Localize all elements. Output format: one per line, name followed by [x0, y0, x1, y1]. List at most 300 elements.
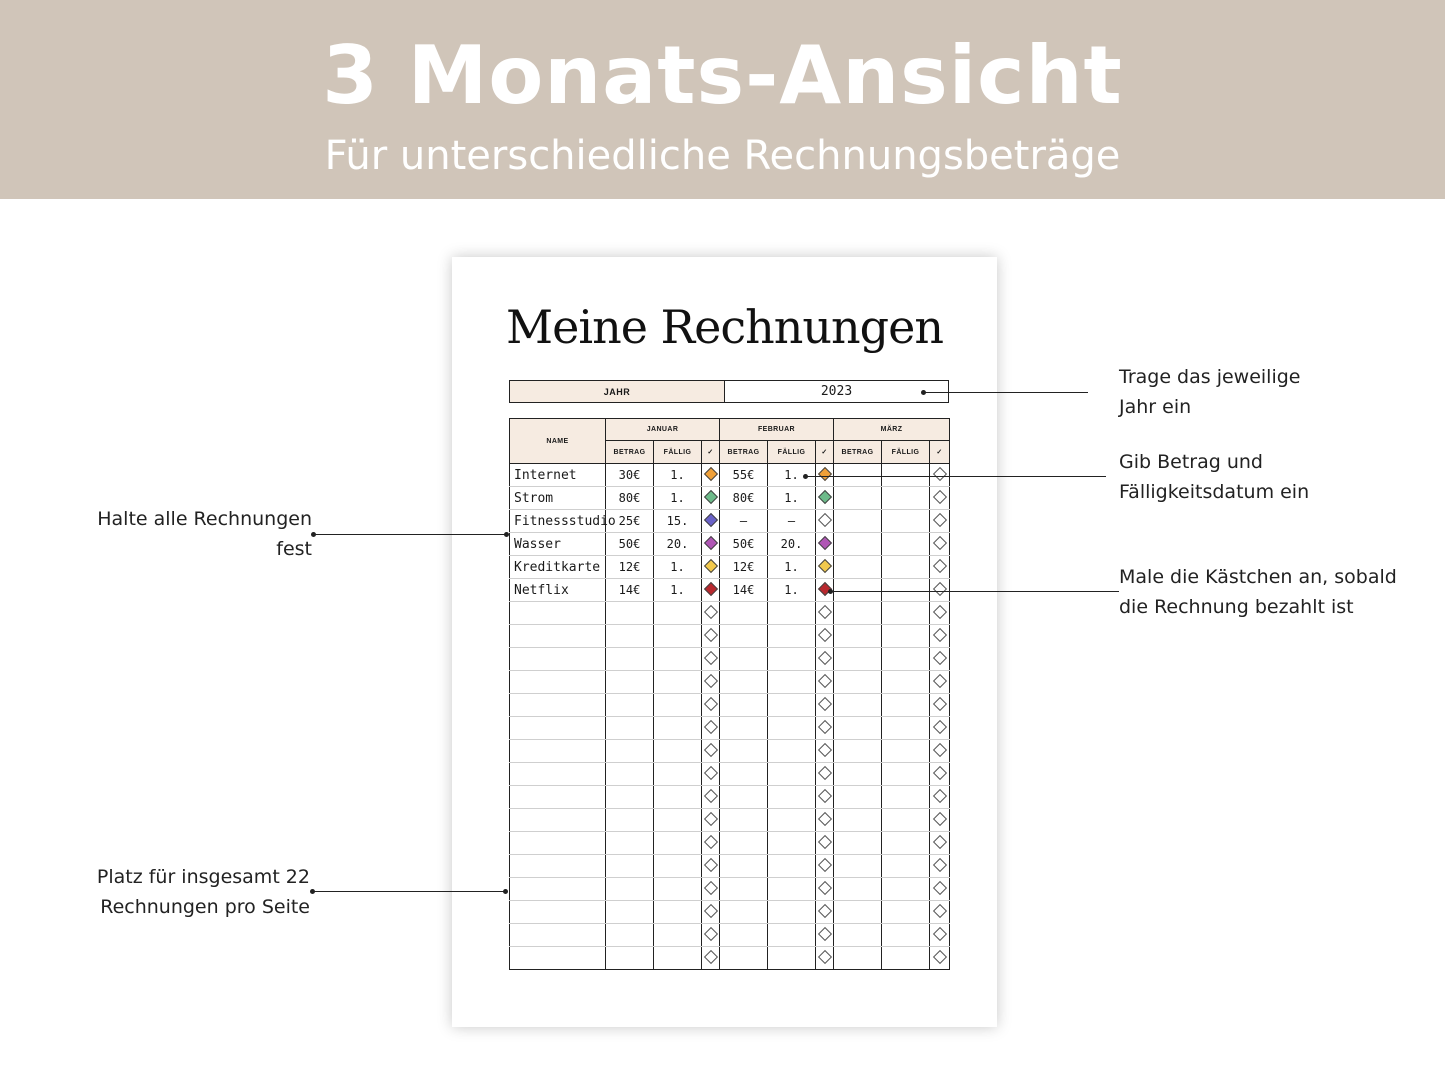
- due-date-cell[interactable]: [882, 855, 930, 878]
- amount-cell[interactable]: [606, 855, 654, 878]
- bill-name-cell[interactable]: Fitnessstudio: [510, 510, 606, 533]
- diamond-checkbox-icon[interactable]: [932, 858, 946, 872]
- diamond-checkbox-icon[interactable]: [817, 490, 831, 504]
- due-date-cell[interactable]: [654, 924, 702, 947]
- due-date-cell[interactable]: [654, 878, 702, 901]
- due-date-cell[interactable]: [882, 809, 930, 832]
- due-date-cell[interactable]: [654, 832, 702, 855]
- table-row: [510, 648, 950, 671]
- diamond-checkbox-icon[interactable]: [932, 697, 946, 711]
- bill-name-cell[interactable]: Kreditkarte: [510, 556, 606, 579]
- due-date-cell[interactable]: [882, 487, 930, 510]
- diamond-checkbox-icon[interactable]: [932, 789, 946, 803]
- diamond-checkbox-icon[interactable]: [703, 651, 717, 665]
- diamond-checkbox-icon[interactable]: [932, 628, 946, 642]
- paid-checkbox-cell[interactable]: [816, 717, 834, 740]
- amount-cell[interactable]: 30€: [606, 464, 654, 487]
- paid-checkbox-cell[interactable]: [816, 694, 834, 717]
- diamond-checkbox-icon[interactable]: [703, 766, 717, 780]
- amount-cell[interactable]: [834, 533, 882, 556]
- diamond-checkbox-icon[interactable]: [932, 720, 946, 734]
- amount-cell[interactable]: [606, 763, 654, 786]
- due-date-cell[interactable]: [768, 625, 816, 648]
- diamond-checkbox-icon[interactable]: [817, 881, 831, 895]
- paid-checkbox-cell[interactable]: [816, 533, 834, 556]
- diamond-checkbox-icon[interactable]: [817, 651, 831, 665]
- paid-checkbox-cell[interactable]: [930, 464, 950, 487]
- paid-checkbox-cell[interactable]: [816, 648, 834, 671]
- due-date-cell[interactable]: [768, 901, 816, 924]
- amount-cell[interactable]: [834, 901, 882, 924]
- amount-cell[interactable]: [834, 487, 882, 510]
- diamond-checkbox-icon[interactable]: [703, 513, 717, 527]
- table-row: [510, 464, 950, 487]
- due-date-cell[interactable]: [768, 763, 816, 786]
- due-date-cell[interactable]: –: [768, 510, 816, 533]
- paid-checkbox-cell[interactable]: [930, 556, 950, 579]
- paid-checkbox-cell[interactable]: [702, 671, 720, 694]
- paid-checkbox-cell[interactable]: [930, 901, 950, 924]
- diamond-checkbox-icon[interactable]: [817, 467, 831, 481]
- paid-checkbox-cell[interactable]: [930, 947, 950, 970]
- paid-checkbox-cell[interactable]: [702, 786, 720, 809]
- diamond-checkbox-icon[interactable]: [932, 490, 946, 504]
- due-date-cell[interactable]: [882, 878, 930, 901]
- amount-cell[interactable]: [606, 901, 654, 924]
- amount-cell[interactable]: 12€: [720, 556, 768, 579]
- paid-checkbox-cell[interactable]: [816, 510, 834, 533]
- amount-cell[interactable]: [834, 878, 882, 901]
- paid-checkbox-cell[interactable]: [702, 625, 720, 648]
- paid-checkbox-cell[interactable]: [930, 487, 950, 510]
- paid-checkbox-cell[interactable]: [816, 901, 834, 924]
- paid-checkbox-cell[interactable]: [816, 763, 834, 786]
- amount-cell[interactable]: [606, 832, 654, 855]
- due-date-cell[interactable]: [882, 947, 930, 970]
- bill-name-cell[interactable]: [510, 855, 606, 878]
- due-date-cell[interactable]: [768, 924, 816, 947]
- bill-name-cell[interactable]: [510, 901, 606, 924]
- bill-name-cell[interactable]: Wasser: [510, 533, 606, 556]
- paid-checkbox-cell[interactable]: [702, 556, 720, 579]
- due-date-cell[interactable]: [882, 464, 930, 487]
- due-date-cell[interactable]: 1.: [654, 464, 702, 487]
- diamond-checkbox-icon[interactable]: [703, 881, 717, 895]
- paid-checkbox-cell[interactable]: [930, 625, 950, 648]
- due-date-cell[interactable]: [882, 786, 930, 809]
- amount-cell[interactable]: [606, 809, 654, 832]
- due-date-cell[interactable]: [882, 717, 930, 740]
- diamond-checkbox-icon[interactable]: [817, 927, 831, 941]
- bill-name-cell[interactable]: [510, 947, 606, 970]
- due-date-cell[interactable]: 1.: [654, 556, 702, 579]
- paid-checkbox-cell[interactable]: [930, 855, 950, 878]
- bill-name-cell[interactable]: [510, 625, 606, 648]
- diamond-checkbox-icon[interactable]: [703, 582, 717, 596]
- due-date-cell[interactable]: 1.: [768, 464, 816, 487]
- paid-checkbox-cell[interactable]: [702, 878, 720, 901]
- bill-name-cell[interactable]: [510, 694, 606, 717]
- diamond-checkbox-icon[interactable]: [703, 490, 717, 504]
- year-hint-line-1: Trage das jeweilige: [1119, 366, 1301, 388]
- amount-column-header: BETRAG: [720, 441, 768, 464]
- amount-cell[interactable]: [834, 924, 882, 947]
- paid-checkbox-cell[interactable]: [816, 947, 834, 970]
- amount-cell[interactable]: [834, 855, 882, 878]
- amount-cell[interactable]: 50€: [720, 533, 768, 556]
- due-date-cell[interactable]: [882, 602, 930, 625]
- diamond-checkbox-icon[interactable]: [703, 927, 717, 941]
- paid-checkbox-cell[interactable]: [816, 809, 834, 832]
- due-column-header: FÄLLIG: [654, 441, 702, 464]
- diamond-checkbox-icon[interactable]: [932, 950, 946, 964]
- diamond-checkbox-icon[interactable]: [932, 582, 946, 596]
- amount-cell[interactable]: [606, 924, 654, 947]
- due-date-cell[interactable]: [654, 901, 702, 924]
- diamond-checkbox-icon[interactable]: [817, 812, 831, 826]
- table-row: [510, 832, 950, 855]
- header-banner: [0, 0, 1445, 199]
- diamond-checkbox-icon[interactable]: [703, 835, 717, 849]
- bill-name-cell[interactable]: [510, 832, 606, 855]
- diamond-checkbox-icon[interactable]: [817, 858, 831, 872]
- amount-cell[interactable]: [606, 694, 654, 717]
- due-date-cell[interactable]: 20.: [654, 533, 702, 556]
- paid-checkbox-cell[interactable]: [930, 648, 950, 671]
- paid-checkbox-cell[interactable]: [702, 579, 720, 602]
- bill-name-cell[interactable]: Internet: [510, 464, 606, 487]
- amount-cell[interactable]: 25€: [606, 510, 654, 533]
- paid-checkbox-cell[interactable]: [816, 487, 834, 510]
- capacity-hint-line-2: Rechnungen pro Seite: [100, 896, 310, 918]
- diamond-checkbox-icon[interactable]: [703, 743, 717, 757]
- diamond-checkbox-icon[interactable]: [817, 950, 831, 964]
- due-date-cell[interactable]: [654, 809, 702, 832]
- paid-checkbox-cell[interactable]: [930, 671, 950, 694]
- paid-checkbox-cell[interactable]: [702, 740, 720, 763]
- diamond-checkbox-icon[interactable]: [703, 697, 717, 711]
- amount-cell[interactable]: [606, 740, 654, 763]
- diamond-checkbox-icon[interactable]: [703, 559, 717, 573]
- paid-checkbox-cell[interactable]: [702, 809, 720, 832]
- paid-checkbox-cell[interactable]: [816, 740, 834, 763]
- amount-cell[interactable]: 50€: [606, 533, 654, 556]
- paid-checkbox-cell[interactable]: [816, 464, 834, 487]
- due-date-cell[interactable]: [882, 510, 930, 533]
- diamond-checkbox-icon[interactable]: [703, 904, 717, 918]
- paid-checkbox-cell[interactable]: [930, 579, 950, 602]
- due-date-cell[interactable]: [768, 740, 816, 763]
- amount-cell[interactable]: [720, 947, 768, 970]
- diamond-checkbox-icon[interactable]: [703, 605, 717, 619]
- diamond-checkbox-icon[interactable]: [817, 789, 831, 803]
- due-date-cell[interactable]: [882, 533, 930, 556]
- paid-checkbox-cell[interactable]: [816, 786, 834, 809]
- diamond-checkbox-icon[interactable]: [817, 835, 831, 849]
- amount-cell[interactable]: [834, 648, 882, 671]
- amount-cell[interactable]: [606, 786, 654, 809]
- paid-checkbox-cell[interactable]: [816, 602, 834, 625]
- amount-cell[interactable]: [720, 717, 768, 740]
- due-date-cell[interactable]: [654, 625, 702, 648]
- due-date-cell[interactable]: [882, 694, 930, 717]
- amount-cell[interactable]: [720, 602, 768, 625]
- due-date-cell[interactable]: 15.: [654, 510, 702, 533]
- paid-checkbox-cell[interactable]: [930, 602, 950, 625]
- due-date-cell[interactable]: [882, 671, 930, 694]
- amount-cell[interactable]: [720, 671, 768, 694]
- due-date-cell[interactable]: [654, 648, 702, 671]
- bill-name-cell[interactable]: [510, 648, 606, 671]
- due-date-cell[interactable]: [768, 671, 816, 694]
- due-date-cell[interactable]: [768, 694, 816, 717]
- paid-checkbox-cell[interactable]: [930, 924, 950, 947]
- paid-checkbox-cell[interactable]: [702, 763, 720, 786]
- amount-cell[interactable]: [720, 694, 768, 717]
- paid-checkbox-cell[interactable]: [816, 625, 834, 648]
- amount-cell[interactable]: [720, 924, 768, 947]
- diamond-checkbox-icon[interactable]: [703, 628, 717, 642]
- diamond-checkbox-icon[interactable]: [703, 720, 717, 734]
- amount-cell[interactable]: [606, 947, 654, 970]
- amount-cell[interactable]: 14€: [720, 579, 768, 602]
- amount-cell[interactable]: [834, 602, 882, 625]
- amount-cell[interactable]: [720, 855, 768, 878]
- diamond-checkbox-icon[interactable]: [932, 743, 946, 757]
- year-field[interactable]: 2023: [820, 384, 853, 399]
- diamond-checkbox-icon[interactable]: [817, 743, 831, 757]
- amount-cell[interactable]: [834, 786, 882, 809]
- paid-checkbox-cell[interactable]: [702, 487, 720, 510]
- due-date-cell[interactable]: [654, 786, 702, 809]
- amount-cell[interactable]: [834, 556, 882, 579]
- amount-cell[interactable]: [834, 510, 882, 533]
- due-date-cell[interactable]: 1.: [768, 579, 816, 602]
- diamond-checkbox-icon[interactable]: [817, 605, 831, 619]
- due-date-cell[interactable]: [654, 763, 702, 786]
- bill-name-cell[interactable]: Strom: [510, 487, 606, 510]
- paid-checkbox-cell[interactable]: [702, 602, 720, 625]
- due-date-cell[interactable]: [882, 763, 930, 786]
- paid-checkbox-cell[interactable]: [702, 464, 720, 487]
- amount-cell[interactable]: [720, 648, 768, 671]
- amount-cell[interactable]: 80€: [606, 487, 654, 510]
- diamond-checkbox-icon[interactable]: [703, 858, 717, 872]
- amount-cell[interactable]: [720, 786, 768, 809]
- paid-checkbox-cell[interactable]: [816, 556, 834, 579]
- diamond-checkbox-icon[interactable]: [703, 789, 717, 803]
- due-date-cell[interactable]: [882, 924, 930, 947]
- amount-cell[interactable]: [720, 625, 768, 648]
- diamond-checkbox-icon[interactable]: [703, 467, 717, 481]
- paid-checkbox-cell[interactable]: [930, 809, 950, 832]
- paid-checkbox-cell[interactable]: [816, 671, 834, 694]
- due-date-cell[interactable]: 1.: [654, 579, 702, 602]
- bill-name-cell[interactable]: Netflix: [510, 579, 606, 602]
- bill-name-cell[interactable]: [510, 671, 606, 694]
- amount-cell[interactable]: [834, 671, 882, 694]
- paid-checkbox-cell[interactable]: [930, 832, 950, 855]
- paid-checkbox-cell[interactable]: [702, 901, 720, 924]
- due-date-cell[interactable]: [768, 809, 816, 832]
- paid-checkbox-cell[interactable]: [816, 924, 834, 947]
- table-row: [510, 579, 950, 602]
- bill-name-cell[interactable]: [510, 763, 606, 786]
- due-date-cell[interactable]: 1.: [654, 487, 702, 510]
- amount-cell[interactable]: [606, 671, 654, 694]
- amount-cell[interactable]: [720, 763, 768, 786]
- diamond-checkbox-icon[interactable]: [932, 835, 946, 849]
- diamond-checkbox-icon[interactable]: [932, 513, 946, 527]
- due-date-cell[interactable]: 1.: [768, 487, 816, 510]
- amount-cell[interactable]: 80€: [720, 487, 768, 510]
- table-row: [510, 763, 950, 786]
- paid-checkbox-cell[interactable]: [702, 832, 720, 855]
- bill-name-cell[interactable]: [510, 740, 606, 763]
- diamond-checkbox-icon[interactable]: [817, 536, 831, 550]
- paid-checkbox-cell[interactable]: [930, 510, 950, 533]
- amount-cell[interactable]: [834, 625, 882, 648]
- diamond-checkbox-icon[interactable]: [703, 950, 717, 964]
- due-date-cell[interactable]: [654, 717, 702, 740]
- amount-cell[interactable]: [834, 464, 882, 487]
- amount-cell[interactable]: 55€: [720, 464, 768, 487]
- diamond-checkbox-icon[interactable]: [932, 904, 946, 918]
- amount-cell[interactable]: [834, 947, 882, 970]
- diamond-checkbox-icon[interactable]: [932, 467, 946, 481]
- bill-name-cell[interactable]: [510, 878, 606, 901]
- amount-cell[interactable]: –: [720, 510, 768, 533]
- amount-cell[interactable]: [606, 648, 654, 671]
- paid-hint-dot: [828, 589, 833, 594]
- due-date-cell[interactable]: [768, 717, 816, 740]
- diamond-checkbox-icon[interactable]: [817, 674, 831, 688]
- due-date-cell[interactable]: [768, 947, 816, 970]
- due-date-cell[interactable]: [882, 556, 930, 579]
- amount-cell[interactable]: [720, 832, 768, 855]
- diamond-checkbox-icon[interactable]: [817, 513, 831, 527]
- bill-name-cell[interactable]: [510, 602, 606, 625]
- amount-cell[interactable]: 14€: [606, 579, 654, 602]
- paid-checkbox-cell[interactable]: [702, 924, 720, 947]
- due-date-cell[interactable]: [882, 901, 930, 924]
- due-date-cell[interactable]: [768, 602, 816, 625]
- amount-cell[interactable]: [720, 878, 768, 901]
- amount-cell[interactable]: [720, 901, 768, 924]
- diamond-checkbox-icon[interactable]: [932, 674, 946, 688]
- amount-cell[interactable]: [834, 717, 882, 740]
- due-date-cell[interactable]: [768, 878, 816, 901]
- diamond-checkbox-icon[interactable]: [703, 536, 717, 550]
- paid-checkbox-cell[interactable]: [930, 694, 950, 717]
- diamond-checkbox-icon[interactable]: [817, 628, 831, 642]
- due-date-cell[interactable]: [768, 855, 816, 878]
- diamond-checkbox-icon[interactable]: [817, 697, 831, 711]
- paid-checkbox-cell[interactable]: [702, 648, 720, 671]
- paid-checkbox-cell[interactable]: [930, 878, 950, 901]
- diamond-checkbox-icon[interactable]: [817, 904, 831, 918]
- paid-checkbox-cell[interactable]: [930, 533, 950, 556]
- due-date-cell[interactable]: [654, 671, 702, 694]
- amount-cell[interactable]: [834, 763, 882, 786]
- amount-cell[interactable]: [606, 602, 654, 625]
- amount-cell[interactable]: [720, 740, 768, 763]
- due-date-cell[interactable]: [654, 602, 702, 625]
- diamond-checkbox-icon[interactable]: [817, 766, 831, 780]
- paid-checkbox-cell[interactable]: [816, 832, 834, 855]
- due-date-cell[interactable]: [768, 832, 816, 855]
- paid-checkbox-cell[interactable]: [816, 878, 834, 901]
- due-date-cell[interactable]: [882, 625, 930, 648]
- paid-checkbox-cell[interactable]: [702, 533, 720, 556]
- amount-cell[interactable]: 12€: [606, 556, 654, 579]
- diamond-checkbox-icon[interactable]: [932, 605, 946, 619]
- amount-cell[interactable]: [606, 878, 654, 901]
- amount-cell[interactable]: [606, 625, 654, 648]
- due-date-cell[interactable]: [654, 947, 702, 970]
- due-date-cell[interactable]: [882, 648, 930, 671]
- diamond-checkbox-icon[interactable]: [817, 559, 831, 573]
- name-column-header: NAME: [510, 419, 606, 464]
- diamond-checkbox-icon[interactable]: [703, 674, 717, 688]
- paid-checkbox-cell[interactable]: [702, 510, 720, 533]
- bill-name-cell[interactable]: [510, 924, 606, 947]
- amount-cell[interactable]: [834, 832, 882, 855]
- due-date-cell[interactable]: [654, 740, 702, 763]
- diamond-checkbox-icon[interactable]: [932, 881, 946, 895]
- diamond-checkbox-icon[interactable]: [932, 559, 946, 573]
- paid-checkbox-cell[interactable]: [930, 740, 950, 763]
- due-date-cell[interactable]: 20.: [768, 533, 816, 556]
- paid-checkbox-cell[interactable]: [816, 855, 834, 878]
- paid-checkbox-cell[interactable]: [930, 763, 950, 786]
- due-date-cell[interactable]: [654, 694, 702, 717]
- paid-checkbox-cell[interactable]: [930, 717, 950, 740]
- bill-name-cell[interactable]: [510, 786, 606, 809]
- due-date-cell[interactable]: [882, 740, 930, 763]
- capacity-hint: [40, 862, 310, 922]
- due-date-cell[interactable]: [768, 786, 816, 809]
- amount-cell[interactable]: [834, 579, 882, 602]
- due-date-cell[interactable]: 1.: [768, 556, 816, 579]
- diamond-checkbox-icon[interactable]: [932, 927, 946, 941]
- bill-name-cell[interactable]: [510, 717, 606, 740]
- amount-cell[interactable]: [606, 717, 654, 740]
- table-row: [510, 717, 950, 740]
- paid-checkbox-cell[interactable]: [702, 717, 720, 740]
- amount-cell[interactable]: [834, 694, 882, 717]
- diamond-checkbox-icon[interactable]: [817, 720, 831, 734]
- due-date-cell[interactable]: [882, 832, 930, 855]
- amount-cell[interactable]: [720, 809, 768, 832]
- paid-checkbox-cell[interactable]: [702, 855, 720, 878]
- bill-name-cell[interactable]: [510, 809, 606, 832]
- paid-checkbox-cell[interactable]: [702, 694, 720, 717]
- paid-checkbox-cell[interactable]: [930, 786, 950, 809]
- paid-checkbox-cell[interactable]: [702, 947, 720, 970]
- diamond-checkbox-icon[interactable]: [703, 812, 717, 826]
- diamond-checkbox-icon[interactable]: [932, 536, 946, 550]
- due-date-cell[interactable]: [654, 855, 702, 878]
- table-row: [510, 556, 950, 579]
- diamond-checkbox-icon[interactable]: [932, 766, 946, 780]
- due-date-cell[interactable]: [768, 648, 816, 671]
- amount-cell[interactable]: [834, 740, 882, 763]
- diamond-checkbox-icon[interactable]: [932, 651, 946, 665]
- diamond-checkbox-icon[interactable]: [932, 812, 946, 826]
- due-date-cell[interactable]: [882, 579, 930, 602]
- amount-cell[interactable]: [834, 809, 882, 832]
